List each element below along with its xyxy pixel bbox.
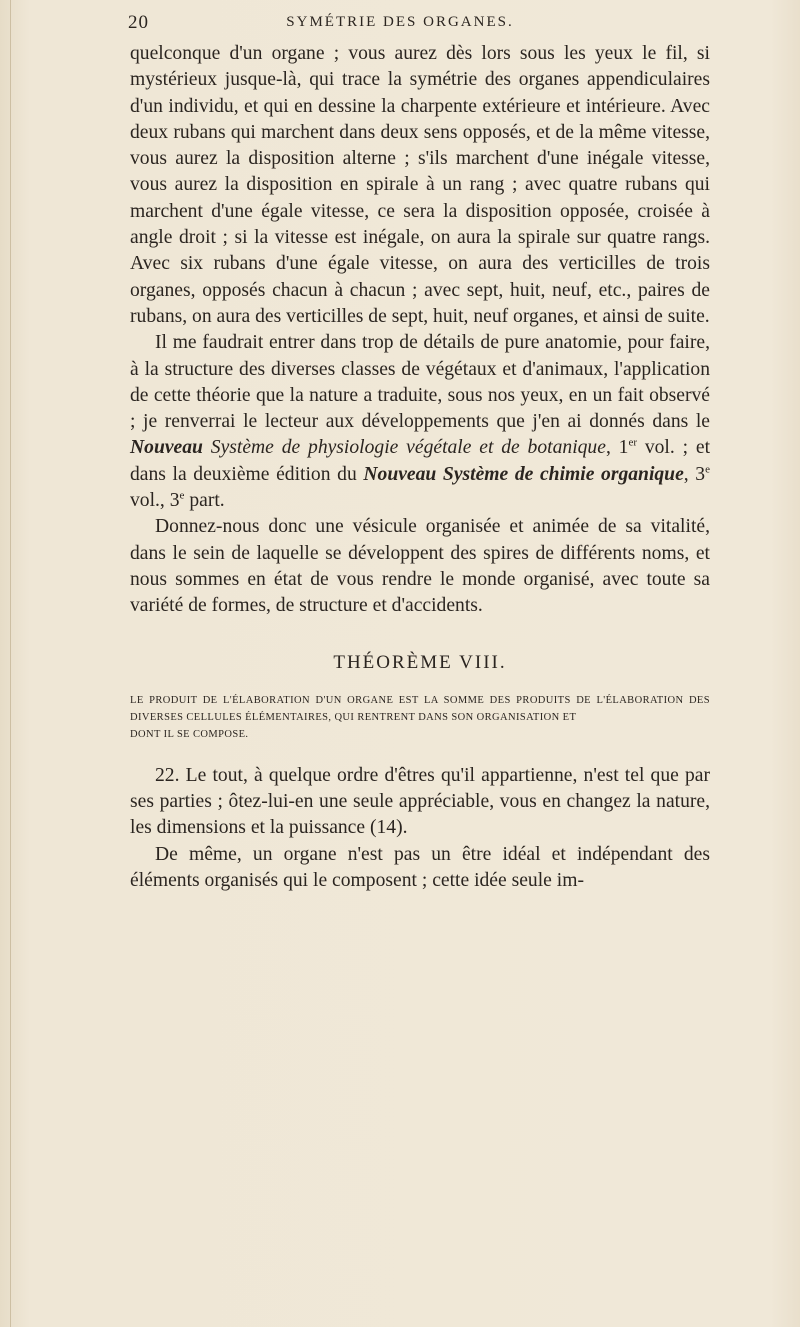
theorem-heading: THÉORÈME VIII. [333,651,507,673]
book-title-chimie: Nouveau Système de chimie organique [363,463,684,485]
paragraph-2 [130,330,710,514]
page-number: 20 [128,12,149,33]
binding-edge [10,0,11,1327]
ordinal-sup-3: e [179,489,185,502]
body-text [130,41,710,894]
paragraph-4: 22. Le tout, à quelque ordre d'êtres qu'il appartienne, n'est tel que par ses parties ; ôtez-lui-en une seule appréciable, vous en changez la nature, les dimensions et la puissance (14). [130,764,710,839]
running-title: SYMÉTRIE DES ORGANES. [286,14,514,30]
page-header [0,6,800,36]
paragraph-2-text: Il me faudrait entrer dans trop de détails de pure anatomie, pour faire, à la structure des diverses classes de végétaux et d'animaux, l'application de cette théorie que la nature a traduite, sous nos yeux, en un fait observé ; je renverrai le lecteur aux développements que j'en ai donnés dans le [130,332,710,433]
paragraph-5: De même, un organe n'est pas un être idéal et indépendant des éléments organisés qui le composent ; cette idée seule im- [130,843,710,892]
paragraph-3: Donnez-nous donc une vésicule organisée et animée de sa vitalité, dans le sein de laquelle se développent des spires de différents noms, et nous sommes en état de vous rendre le monde organisé, avec toute sa variété de formes, de structure et d'accidents. [130,516,710,617]
theorem-summary-last: DONT IL SE COMPOSE. [130,728,249,740]
ordinal-sup-1: er [628,436,638,449]
volume-ref-2: , 3 [683,463,706,485]
book-title-physiologie: Système de physiologie végétale et de botanique [210,437,606,459]
theorem-summary [130,692,710,743]
part-ref-end: part. [184,490,225,512]
paragraph-1: quelconque d'un organe ; vous aurez dès lors sous les yeux le fil, si mystérieux jusque-là, qui trace la symétrie des organes appendiculaires d'un individu, et qui en dessine la charpente extérieure et intérieure. Avec deux rubans qui marchent dans deux sens opposés, et de la même vitesse, vous aurez la disposition alterne ; s'ils marchent d'une inégale vitesse, vous aurez la disposition en spirale à un rang ; avec quatre rubans qui marchent d'une égale vitesse, ce sera la disposition opposée, croisée à angle droit ; si la vitesse est inégale, on aura la spirale sur quatre rangs. Avec six rubans d'une égale vitesse, on aura des verticilles de trois organes, opposés chacun à chacun ; avec sept, huit, neuf, etc., paires de rubans, on aura des verticilles de sept, huit, neuf organes, et ainsi de suite. [130,43,710,327]
book-title-nouveau: Nouveau [130,437,203,459]
ordinal-sup-2: e [705,463,710,476]
part-ref: vol., 3 [130,490,180,512]
paragraph-2-mid: vol. ; et dans la deuxième édition du [130,437,711,485]
volume-ref-1: , 1 [605,437,629,459]
theorem-summary-main: LE PRODUIT DE L'ÉLABORATION D'UN ORGANE EST LA SOMME DES PRODUITS DE L'ÉLABORATION DES DIVERSES CELLULES ÉLÉMENTAIRES, QUI RENTRENT DANS SON ORGANISATION ET [130,694,710,723]
